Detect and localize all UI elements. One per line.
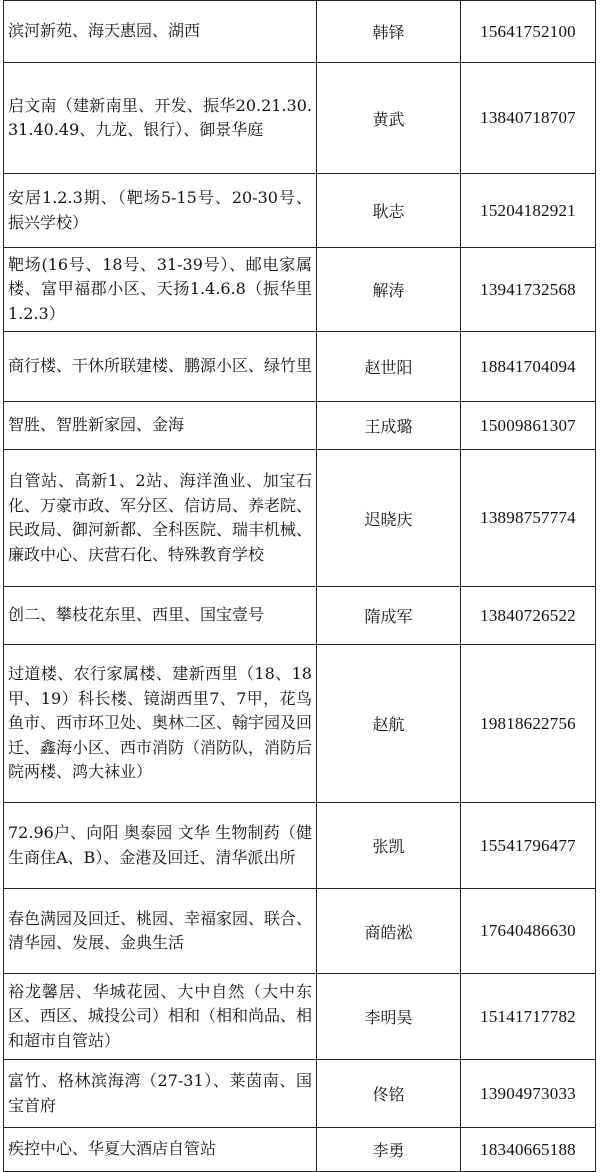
area-cell: 72.96户、向阳 奥泰园 文华 生物制药（健生商住A、B）、金港及回迁、清华派出所 xyxy=(4,803,317,889)
table-row xyxy=(4,248,596,332)
table-row xyxy=(4,450,596,587)
name-cell: 耿志 xyxy=(317,174,461,248)
area-cell: 启文南（建新南里、开发、振华20.21.30.31.40.49、九龙、银行）、御景华庭 xyxy=(4,63,317,174)
phone-cell: 13840718707 xyxy=(461,63,596,174)
area-cell: 富竹、格林滨海湾（27-31）、莱茵南、国宝首府 xyxy=(4,1060,317,1128)
phone-cell: 15009861307 xyxy=(461,402,596,450)
phone-cell: 18841704094 xyxy=(461,332,596,402)
phone-cell: 15541796477 xyxy=(461,803,596,889)
table-row xyxy=(4,889,596,974)
area-cell: 裕龙馨居、华城花园、大中自然（大中东区、西区、城投公司）相和（相和尚品、相和超市自管站） xyxy=(4,974,317,1060)
name-cell: 韩铎 xyxy=(317,1,461,63)
area-cell: 靶场(16号、18号、31-39号）、邮电家属楼、富甲福郡小区、天扬1.4.6.8（振华里1.2.3） xyxy=(4,248,317,332)
name-cell: 商皓淞 xyxy=(317,889,461,974)
name-cell: 王成璐 xyxy=(317,402,461,450)
area-cell: 自管站、高新1、2站、海洋渔业、加宝石化、万豪市政、军分区、信访局、养老院、民政局、御河新都、全科医院、瑞丰机械、廉政中心、庆营石化、特殊教育学校 xyxy=(4,450,317,587)
area-cell: 疾控中心、华夏大酒店自管站 xyxy=(4,1128,317,1172)
name-cell: 张凯 xyxy=(317,803,461,889)
name-cell: 隋成军 xyxy=(317,587,461,645)
name-cell: 迟晓庆 xyxy=(317,450,461,587)
name-cell: 李明昊 xyxy=(317,974,461,1060)
name-cell: 赵世阳 xyxy=(317,332,461,402)
area-cell: 春色满园及回迁、桃园、幸福家园、联合、清华园、发展、金典生活 xyxy=(4,889,317,974)
name-cell: 解涛 xyxy=(317,248,461,332)
table-row xyxy=(4,63,596,174)
phone-cell: 13941732568 xyxy=(461,248,596,332)
table-row xyxy=(4,803,596,889)
phone-cell: 15204182921 xyxy=(461,174,596,248)
phone-cell: 15141717782 xyxy=(461,974,596,1060)
table-row xyxy=(4,402,596,450)
contact-table xyxy=(3,0,596,1172)
area-cell: 安居1.2.3期、（靶场5-15号、20-30号、振兴学校） xyxy=(4,174,317,248)
phone-cell: 13840726522 xyxy=(461,587,596,645)
area-cell: 滨河新苑、海天惠园、湖西 xyxy=(4,1,317,63)
area-cell: 创二、攀枝花东里、西里、国宝壹号 xyxy=(4,587,317,645)
table-row xyxy=(4,1,596,63)
table-row xyxy=(4,974,596,1060)
name-cell: 佟铭 xyxy=(317,1060,461,1128)
phone-cell: 13904973033 xyxy=(461,1060,596,1128)
area-cell: 商行楼、干休所联建楼、鹏源小区、绿竹里 xyxy=(4,332,317,402)
table-row xyxy=(4,1060,596,1128)
phone-cell: 17640486630 xyxy=(461,889,596,974)
table-row xyxy=(4,587,596,645)
table-row xyxy=(4,332,596,402)
table-row xyxy=(4,174,596,248)
area-cell: 智胜、智胜新家园、金海 xyxy=(4,402,317,450)
phone-cell: 13898757774 xyxy=(461,450,596,587)
area-cell: 过道楼、农行家属楼、建新西里（18、18甲、19）科长楼、镜湖西里7、7甲，花鸟鱼市、西市环卫处、奥林二区、翰宇园及回迁、鑫海小区、西市消防（消防队，消防后院两楼、鸿大袜业） xyxy=(4,645,317,803)
name-cell: 赵航 xyxy=(317,645,461,803)
name-cell: 李勇 xyxy=(317,1128,461,1172)
phone-cell: 15641752100 xyxy=(461,1,596,63)
phone-cell: 18340665188 xyxy=(461,1128,596,1172)
name-cell: 黄武 xyxy=(317,63,461,174)
table-row xyxy=(4,1128,596,1172)
phone-cell: 19818622756 xyxy=(461,645,596,803)
table-row xyxy=(4,645,596,803)
